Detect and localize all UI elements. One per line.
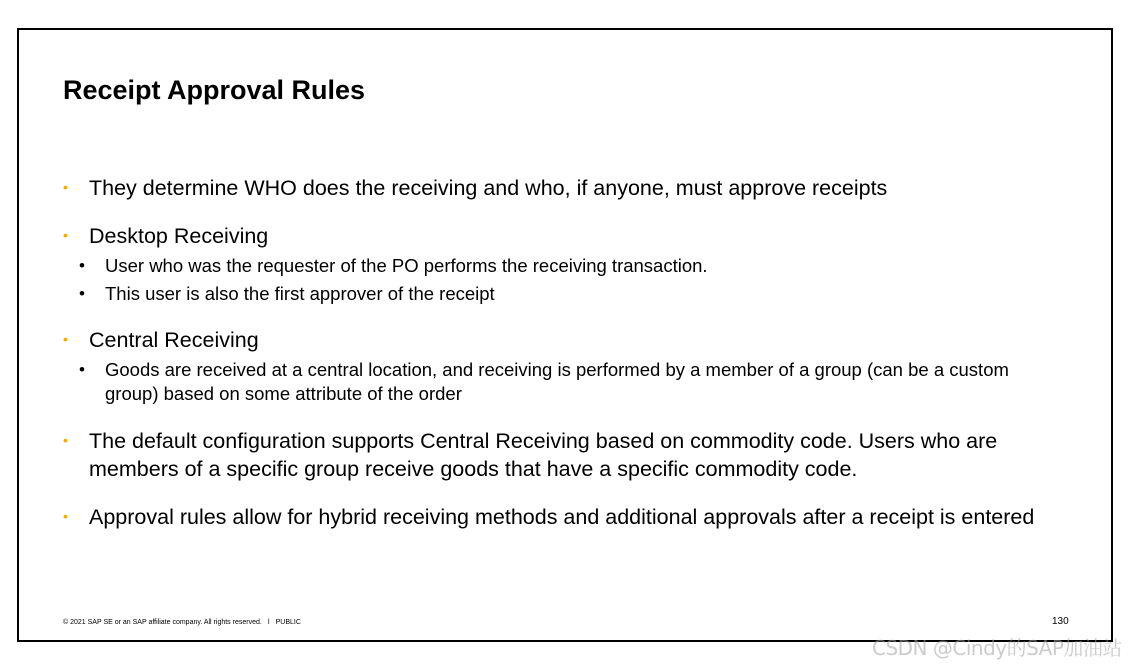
bullet-dot: • — [63, 432, 68, 448]
bullet-text: Approval rules allow for hybrid receiving methods and additional approvals after a receipt is entered — [89, 505, 1035, 529]
sub-bullet-dot: • — [79, 256, 85, 275]
footer-copyright — [63, 618, 301, 627]
copyright-text: © 2021 SAP SE or an SAP affiliate company. All rights reserved. — [63, 619, 262, 626]
sub-bullet-text: This user is also the first approver of the receipt — [105, 283, 495, 304]
sub-bullet-dot: • — [79, 284, 85, 303]
watermark: CSDN @Cindy的SAP加油站 — [872, 636, 1122, 660]
page-number: 130 — [1052, 616, 1069, 627]
footer-separator: ǀ — [267, 619, 270, 626]
bullet-text: Central Receiving — [89, 328, 259, 352]
sub-bullet-text: User who was the requester of the PO performs the receiving transaction. — [105, 255, 708, 276]
bullet-text: The default configuration supports Central Receiving based on commodity code. Users who are members of a specific group receive goods that have a specific commodity code. — [89, 429, 998, 481]
bullet-dot: • — [63, 508, 68, 524]
slide-title: Receipt Approval Rules — [63, 75, 366, 105]
bullet-text: Desktop Receiving — [89, 224, 269, 248]
bullet-dot: • — [63, 331, 68, 347]
sub-bullet-text: Goods are received at a central location, and receiving is performed by a member of a group (can be a custom group) based on some attribute of the order — [105, 359, 1009, 404]
sub-bullet-dot: • — [79, 360, 85, 379]
classification-label: PUBLIC — [275, 619, 301, 626]
bullet-dot: • — [63, 179, 68, 195]
bullet-text: They determine WHO does the receiving and who, if anyone, must approve receipts — [89, 176, 888, 200]
bullet-dot: • — [63, 227, 68, 243]
